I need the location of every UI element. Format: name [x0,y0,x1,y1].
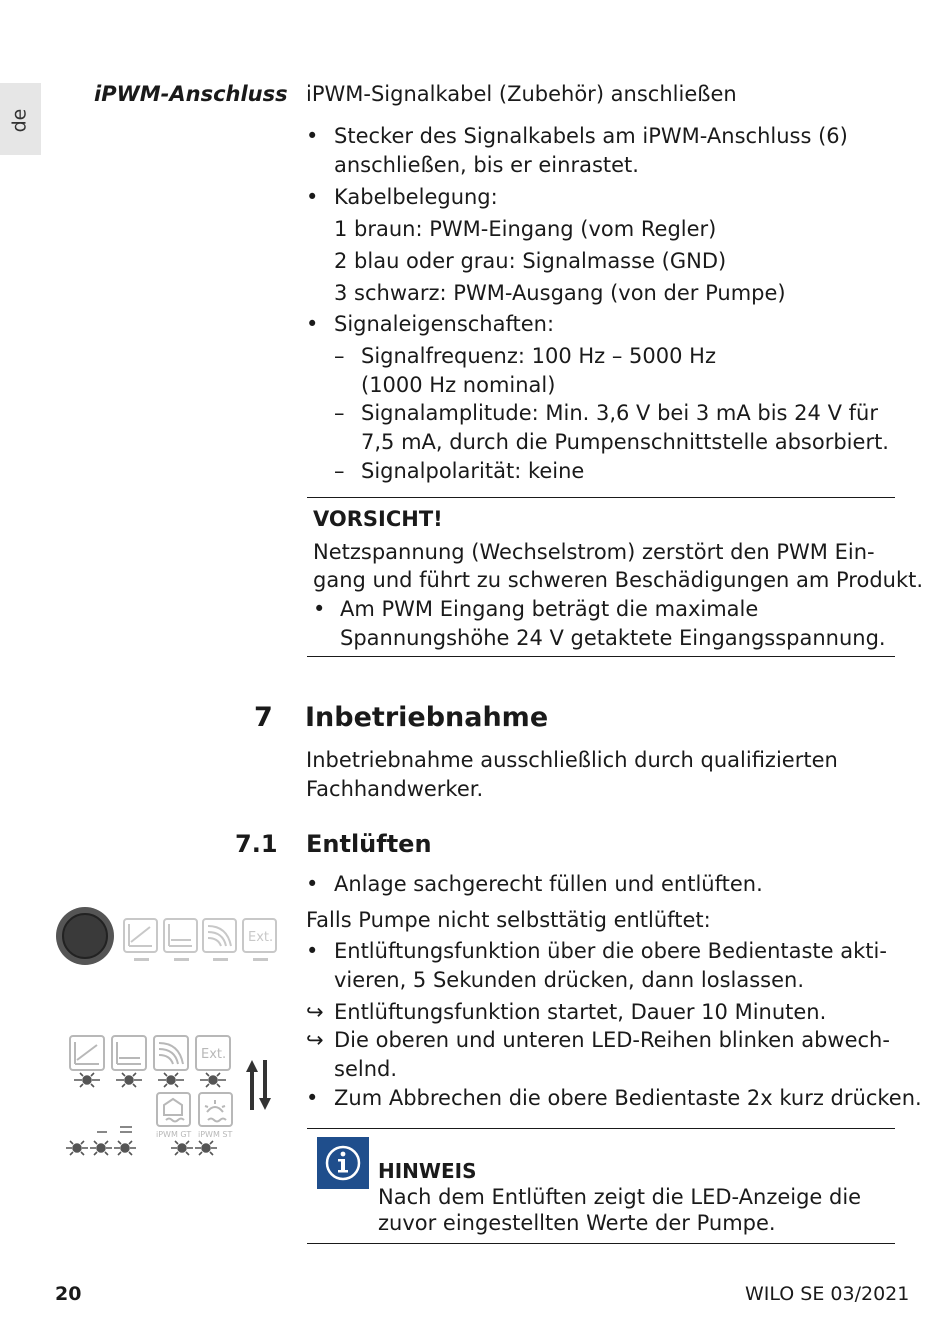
bullet-icon: • [306,312,319,336]
ipwm-bullet1-line2: anschließen, bis er einrastet. [334,153,639,177]
note-text-line2: zuvor eingestellten Werte der Pumpe. [378,1211,776,1235]
ipwm-bullet3-title: Signaleigenschaften: [334,312,555,336]
venting-condition: Falls Pumpe nicht selbsttätig entlüftet: [306,908,711,932]
ipwm-bullet1-line1: Stecker des Signalkabels am iPWM-Anschluss (6) [334,124,848,148]
side-heading-ipwm: iPWM-Anschluss [94,82,288,106]
blinking-led-icon [74,1073,226,1087]
prop-line: (1000 Hz nominal) [361,373,556,397]
info-icon [317,1137,369,1189]
venting-result2-line1: Die oberen und unteren LED-Reihen blinken abwech- [334,1028,890,1052]
note-text-line1: Nach dem Entlüften zeigt die LED-Anzeige die [378,1185,862,1209]
section-7-1-number: 7.1 [235,830,278,858]
bullet-icon: • [306,185,319,209]
mode-radiator-icon [203,919,236,952]
cable-line: 1 braun: PWM-Eingang (vom Regler) [334,217,717,241]
venting-result1: Entlüftungsfunktion startet, Dauer 10 Minuten. [334,1000,827,1024]
section-7-text-line2: Fachhandwerker. [306,777,484,801]
note-bottom-rule [307,1243,895,1244]
footer-publisher: WILO SE 03/2021 [745,1283,910,1305]
ext-label-bottom: Ext. [201,1047,227,1062]
mode-variable-pressure-icon [164,919,197,952]
bottom-led-row-icon [66,1141,217,1155]
dash-icon: – [334,459,345,483]
prop-line: Signalfrequenz: 100 Hz – 5000 Hz [361,344,716,368]
control-knob-icon [56,907,114,965]
bullet-icon: • [313,597,326,621]
venting-bullet2-line2: vieren, 5 Sekunden drücken, dann loslassen. [334,968,805,992]
prop-line: Signalamplitude: Min. 3,6 V bei 3 mA bis 24 V für [361,401,878,425]
caution-title: VORSICHT! [313,507,443,531]
section-7-text-line1: Inbetriebnahme ausschließlich durch qualifizierten [306,748,838,772]
venting-result2-line2: selnd. [334,1057,398,1081]
section-7-title: Inbetriebnahme [305,702,549,733]
venting-bullet2-line1: Entlüftungsfunktion über die obere Bedientaste akti- [334,939,887,963]
prop-line: Signalpolarität: keine [361,459,585,483]
caution-bottom-rule [307,656,895,657]
caution-text-line1: Netzspannung (Wechselstrom) zerstört den PWM Ein- [313,540,875,564]
panel-figure-top [55,900,285,980]
panel-figure-bottom [62,1030,287,1165]
caution-top-rule [307,497,895,498]
ipwm-intro: iPWM-Signalkabel (Zubehör) anschließen [306,82,737,106]
bullet-icon: • [306,939,319,963]
bullet-icon: • [306,872,319,896]
ipwm-gt-label: iPWM GT [156,1130,192,1139]
dash-icon: – [334,401,345,425]
ipwm-bullet2-title: Kabelbelegung: [334,185,498,209]
caution-bullet-line2: Spannungshöhe 24 V getaktete Eingangsspannung. [340,626,886,650]
venting-bullet3: Zum Abbrechen die obere Bedientaste 2x kurz drücken. [334,1086,922,1110]
bullet-icon: • [306,124,319,148]
dash-icon: – [334,344,345,368]
bullet-icon: • [306,1086,319,1110]
note-title: HINWEIS [378,1159,477,1183]
venting-bullet1: Anlage sachgerecht füllen und entlüften. [334,872,763,896]
prop-line: 7,5 mA, durch die Pumpenschnittstelle absorbiert. [361,430,889,454]
page-number: 20 [55,1283,82,1305]
caution-bullet-line1: Am PWM Eingang beträgt die maximale [340,597,759,621]
ext-label: Ext. [248,930,274,945]
language-tab [0,83,41,155]
mode-constant-pressure-icon [124,919,157,952]
language-label: de [8,108,31,133]
cable-line: 3 schwarz: PWM-Ausgang (von der Pumpe) [334,281,786,305]
section-7-1-title: Entlüften [306,830,432,858]
ipwm-st-label: iPWM ST [198,1130,233,1139]
caution-text-line2: gang und führt zu schweren Beschädigungen am Produkt. [313,568,924,592]
note-top-rule [307,1128,895,1129]
cable-line: 2 blau oder grau: Signalmasse (GND) [334,249,727,273]
result-arrow-icon: ↪ [306,1028,324,1052]
section-7-number: 7 [254,702,273,733]
result-arrow-icon: ↪ [306,1000,324,1024]
up-down-arrows-icon [246,1060,271,1110]
